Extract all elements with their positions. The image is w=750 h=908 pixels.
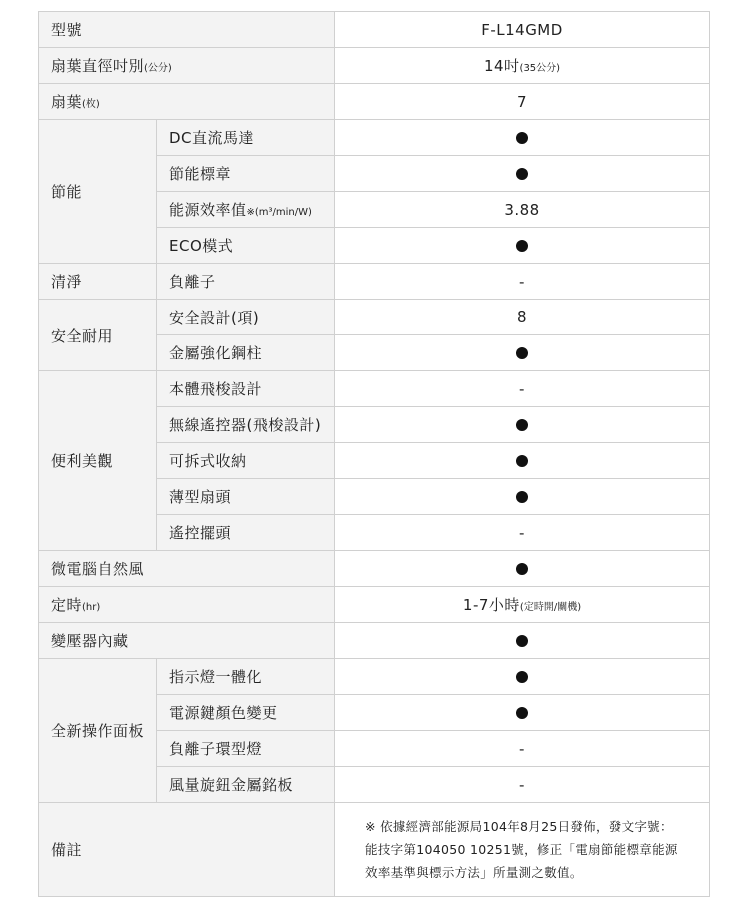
energy-category: 節能 (39, 120, 157, 264)
blade-count-value: 7 (335, 84, 710, 120)
micro-wind-label: 微電腦自然風 (39, 551, 335, 587)
shuttle-body-label: 本體飛梭設計 (157, 371, 335, 407)
table-row (39, 84, 710, 120)
detachable-value (335, 443, 710, 479)
table-row (39, 371, 710, 407)
remarks-line: ※ 依據經濟部能源局104年8月25日發佈，發文字號： (365, 819, 673, 834)
table-row (39, 300, 710, 335)
transformer-value (335, 623, 710, 659)
shuttle-body-value: - (335, 371, 710, 407)
ion-value: - (335, 264, 710, 300)
filled-dot-icon (516, 635, 528, 647)
filled-dot-icon (516, 419, 528, 431)
remarks-value (335, 803, 710, 897)
filled-dot-icon (516, 707, 528, 719)
indicator-value (335, 659, 710, 695)
filled-dot-icon (516, 563, 528, 575)
convenience-category: 便利美觀 (39, 371, 157, 551)
table-row (39, 587, 710, 623)
table-row (39, 12, 710, 48)
blade-diameter-value: 14吋(35公分) (335, 48, 710, 84)
filled-dot-icon (516, 455, 528, 467)
thin-head-value (335, 479, 710, 515)
filled-dot-icon (516, 671, 528, 683)
ion-label: 負離子 (157, 264, 335, 300)
efficiency-label: 能源效率值※(m³/min/W) (157, 192, 335, 228)
metal-knob-value: - (335, 767, 710, 803)
filled-dot-icon (516, 491, 528, 503)
table-row (39, 659, 710, 695)
energy-label-label: 節能標章 (157, 156, 335, 192)
remote-swing-value: - (335, 515, 710, 551)
blade-count-label: 扇葉(枚) (39, 84, 335, 120)
timer-value: 1-7小時(定時開/關機) (335, 587, 710, 623)
dc-motor-value (335, 120, 710, 156)
power-key-value (335, 695, 710, 731)
table-row (39, 623, 710, 659)
metal-knob-label: 風量旋鈕金屬銘板 (157, 767, 335, 803)
micro-wind-value (335, 551, 710, 587)
indicator-label: 指示燈一體化 (157, 659, 335, 695)
panel-category: 全新操作面板 (39, 659, 157, 803)
remarks-line: 效率基準與標示方法」所量測之數值。 (365, 865, 583, 880)
timer-label: 定時(hr) (39, 587, 335, 623)
ion-ring-value: - (335, 731, 710, 767)
spec-table (38, 11, 710, 897)
dc-motor-label: DC直流馬達 (157, 120, 335, 156)
ion-ring-label: 負離子環型燈 (157, 731, 335, 767)
safety-design-label: 安全設計(項) (157, 300, 335, 335)
efficiency-value: 3.88 (335, 192, 710, 228)
remarks-line: 能技字第104050 10251號，修正「電扇節能標章能源 (365, 842, 678, 857)
detachable-label: 可拆式收納 (157, 443, 335, 479)
remarks-label: 備註 (39, 803, 335, 897)
table-row (39, 551, 710, 587)
safety-design-value: 8 (335, 300, 710, 335)
wireless-remote-value (335, 407, 710, 443)
remote-swing-label: 遙控擺頭 (157, 515, 335, 551)
table-row (39, 803, 710, 897)
clean-category: 清淨 (39, 264, 157, 300)
metal-pole-label: 金屬強化鋼柱 (157, 335, 335, 371)
model-value: F-L14GMD (335, 12, 710, 48)
filled-dot-icon (516, 347, 528, 359)
model-label: 型號 (39, 12, 335, 48)
eco-mode-label: ECO模式 (157, 228, 335, 264)
table-row (39, 264, 710, 300)
eco-mode-value (335, 228, 710, 264)
thin-head-label: 薄型扇頭 (157, 479, 335, 515)
transformer-label: 變壓器內藏 (39, 623, 335, 659)
wireless-remote-label: 無線遙控器(飛梭設計) (157, 407, 335, 443)
table-row (39, 120, 710, 156)
filled-dot-icon (516, 240, 528, 252)
filled-dot-icon (516, 132, 528, 144)
filled-dot-icon (516, 168, 528, 180)
energy-label-value (335, 156, 710, 192)
metal-pole-value (335, 335, 710, 371)
table-row (39, 48, 710, 84)
power-key-label: 電源鍵顏色變更 (157, 695, 335, 731)
blade-diameter-label: 扇葉直徑吋別(公分) (39, 48, 335, 84)
safety-category: 安全耐用 (39, 300, 157, 371)
